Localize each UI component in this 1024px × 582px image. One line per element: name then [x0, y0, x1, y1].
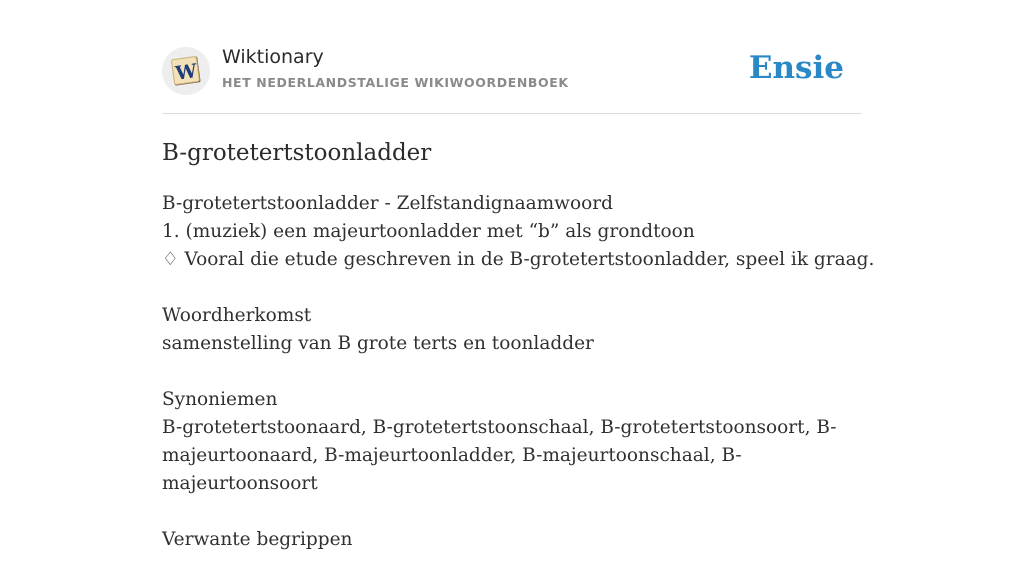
example-text: ♢ Vooral die etude geschreven in de B-grotetertstoonladder, speel ik graag. [162, 249, 875, 270]
logo-letter: W [174, 60, 199, 85]
entry-body [162, 190, 882, 554]
wiktionary-logo-icon[interactable] [162, 47, 210, 95]
site-name[interactable]: Wiktionary [222, 46, 324, 68]
page-title: B-grotetertstoonladder [162, 140, 432, 166]
synonyms-heading: Synoniemen [162, 389, 278, 410]
definition-section [162, 190, 882, 274]
synonyms-text: B-grotetertstoonaard, B-grotetertstoonschaal, B-grotetertstoonsoort, B-majeurtoonaard, B-majeurtoonladder, B-majeurtoonschaal, B-majeurtoonsoort [162, 417, 837, 494]
related-heading: Verwante begrippen [162, 529, 353, 550]
site-tagline: HET NEDERLANDSTALIGE WIKIWOORDENBOEK [222, 75, 569, 90]
etymology-heading: Woordherkomst [162, 305, 312, 326]
etymology-section [162, 302, 882, 358]
etymology-text: samenstelling van B grote terts en toonladder [162, 333, 594, 354]
synonyms-section [162, 386, 882, 498]
entry-content [162, 136, 882, 582]
related-section [162, 526, 882, 554]
site-header [162, 44, 862, 114]
ensie-logo-link[interactable]: Ensie [748, 50, 844, 86]
definition-text: 1. (muziek) een majeurtoonladder met “b” als grondtoon [162, 221, 695, 242]
headword-line: B-grotetertstoonladder - Zelfstandignaamwoord [162, 193, 613, 214]
